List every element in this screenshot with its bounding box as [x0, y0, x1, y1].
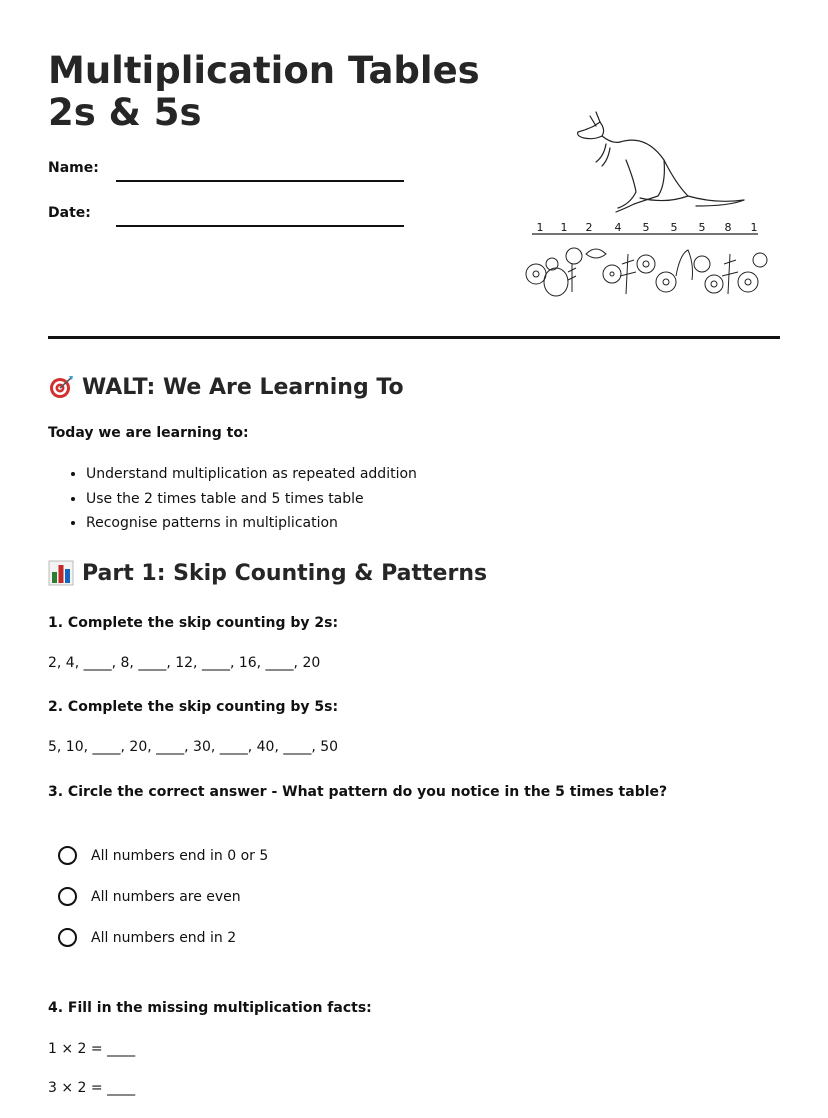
- q3-option-3[interactable]: [58, 928, 236, 947]
- q1-sequence[interactable]: 2, 4, ____, 8, ____, 12, ____, 16, ____, 20: [48, 655, 321, 671]
- part1-heading: [48, 560, 487, 586]
- number-line-label: 5: [698, 221, 706, 234]
- section-divider: [48, 336, 780, 339]
- number-line-label: 1: [560, 221, 568, 234]
- walt-objectives-list: [48, 463, 417, 537]
- target-emoji-icon: [48, 374, 74, 400]
- number-line-label: 4: [614, 221, 622, 234]
- walt-intro: Today we are learning to:: [48, 425, 249, 441]
- number-line-label: 5: [642, 221, 650, 234]
- q3-option-1[interactable]: [58, 846, 268, 865]
- number-line-label: 8: [724, 221, 732, 234]
- list-item: • Use the 2 times table and 5 times table: [86, 488, 417, 513]
- number-line-label: 1: [536, 221, 544, 234]
- number-line-label: 2: [585, 221, 593, 234]
- radio-circle[interactable]: [58, 887, 77, 906]
- option-label: All numbers end in 2: [91, 929, 237, 946]
- list-item: • Understand multiplication as repeated addition: [86, 463, 417, 488]
- radio-circle[interactable]: [58, 846, 77, 865]
- q1-prompt: 1. Complete the skip counting by 2s:: [48, 615, 339, 631]
- q3-prompt: 3. Circle the correct answer - What pattern do you notice in the 5 times table?: [48, 784, 668, 800]
- radio-circle[interactable]: [58, 928, 77, 947]
- kangaroo-illustration: [516, 104, 772, 312]
- date-field[interactable]: [116, 225, 404, 227]
- q4-fact-2[interactable]: 3 × 2 = ____: [48, 1080, 136, 1096]
- name-label: Name:: [48, 160, 99, 176]
- walt-heading-text: WALT: We Are Learning To: [82, 374, 404, 400]
- walt-heading: [48, 374, 404, 400]
- name-field[interactable]: [116, 180, 404, 182]
- q2-prompt: 2. Complete the skip counting by 5s:: [48, 699, 339, 715]
- q3-option-2[interactable]: [58, 887, 241, 906]
- q4-prompt: 4. Fill in the missing multiplication facts:: [48, 1000, 372, 1016]
- list-item: • Recognise patterns in multiplication: [86, 512, 417, 537]
- bar-chart-emoji-icon: [48, 560, 74, 586]
- number-line-label: 1: [750, 221, 758, 234]
- date-label: Date:: [48, 205, 91, 221]
- q2-sequence[interactable]: 5, 10, ____, 20, ____, 30, ____, 40, ____, 50: [48, 739, 339, 755]
- q4-fact-1[interactable]: 1 × 2 = ____: [48, 1041, 136, 1057]
- part1-heading-text: Part 1: Skip Counting & Patterns: [82, 560, 488, 586]
- page-title: Multiplication Tables 2s & 5s: [48, 49, 480, 134]
- option-label: All numbers end in 0 or 5: [91, 847, 269, 864]
- number-line-label: 5: [670, 221, 678, 234]
- option-label: All numbers are even: [91, 888, 241, 905]
